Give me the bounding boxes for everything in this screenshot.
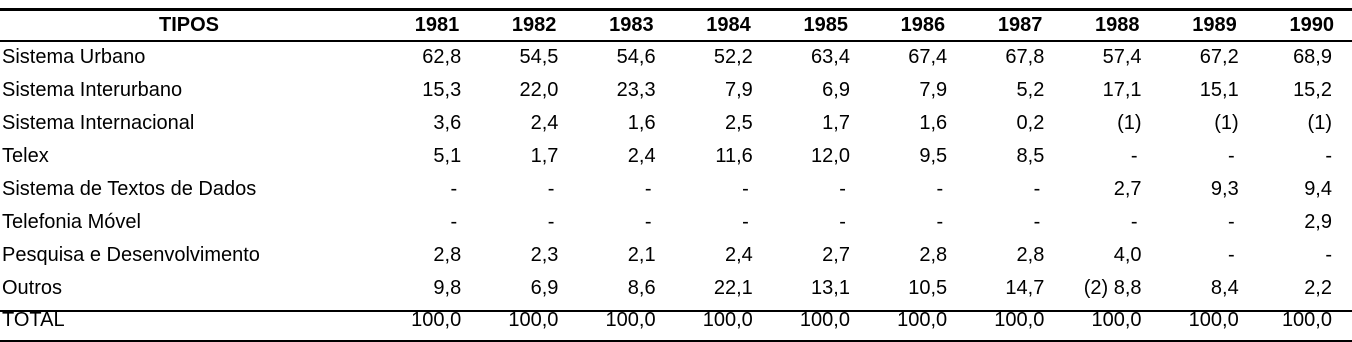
- table-cell: -: [1228, 244, 1235, 266]
- table-cell: 2,8: [1016, 244, 1045, 266]
- table-cell: 1,6: [627, 112, 656, 134]
- total-cell: 100,0: [411, 309, 462, 331]
- table-cell: 8,6: [627, 277, 656, 299]
- table-cell: 67,8: [1005, 45, 1045, 68]
- row-label: Outros: [2, 277, 63, 299]
- table-row: [0, 40, 1350, 74]
- table-cell: 4,0: [1113, 244, 1142, 266]
- table-cell: 7,9: [724, 79, 753, 101]
- table-cell: (1): [1214, 112, 1239, 134]
- row-label: Telefonia Móvel: [2, 211, 141, 233]
- table-cell: 12,0: [811, 145, 850, 167]
- table-row: [0, 272, 1350, 305]
- header-year: 1984: [706, 14, 751, 36]
- table-cell: 0,2: [1016, 112, 1045, 134]
- table-row: [0, 140, 1350, 173]
- table-cell: 2,4: [627, 145, 656, 167]
- table-cell: 54,5: [519, 45, 559, 68]
- table-cell: 54,6: [616, 45, 656, 68]
- header-year: 1981: [414, 14, 460, 36]
- table-cell: -: [742, 211, 749, 233]
- table-row: [0, 206, 1350, 239]
- total-cell: 100,0: [1188, 309, 1239, 331]
- total-cell: 100,0: [508, 309, 559, 331]
- table-cell: 2,2: [1304, 277, 1332, 299]
- row-label: Sistema Urbano: [2, 45, 146, 68]
- table-cell: 57,4: [1102, 45, 1142, 68]
- header-tipos: TIPOS: [159, 14, 220, 36]
- table-cell: 7,9: [919, 79, 948, 101]
- header-year: 1985: [803, 14, 848, 36]
- table-cell: -: [547, 178, 555, 200]
- row-label: Sistema Internacional: [2, 112, 195, 134]
- table-cell: (2) 8,8: [1083, 277, 1142, 299]
- table-cell: 9,8: [433, 277, 462, 299]
- table-cell: 15,3: [422, 79, 462, 101]
- table-cell: 22,1: [713, 277, 753, 299]
- total-label: TOTAL: [2, 309, 65, 331]
- table-cell: (1): [1117, 112, 1142, 134]
- table-cell: -: [1033, 178, 1041, 200]
- total-cell: 100,0: [1281, 309, 1332, 331]
- table-body: [0, 40, 1350, 305]
- total-cell: 100,0: [897, 309, 948, 331]
- table-row: [0, 107, 1350, 140]
- table-cell: 6,9: [530, 277, 559, 299]
- table-cell: 2,8: [433, 244, 462, 266]
- table-cell: 5,1: [433, 145, 462, 167]
- total-cell: 100,0: [799, 309, 850, 331]
- table-cell: 9,3: [1210, 178, 1239, 200]
- table-cell: (1): [1307, 112, 1332, 134]
- header-year: 1986: [900, 14, 946, 36]
- table-cell: -: [450, 178, 458, 200]
- header-year: 1989: [1192, 14, 1237, 36]
- table-cell: -: [936, 211, 944, 233]
- table-cell: 1,7: [530, 145, 559, 167]
- total-cell: 100,0: [605, 309, 656, 331]
- table-cell: -: [1033, 211, 1041, 233]
- telecom-table: [0, 11, 1350, 336]
- table-cell: 63,4: [811, 45, 850, 68]
- table-cell: 52,2: [713, 45, 753, 68]
- table-cell: -: [450, 211, 458, 233]
- table-cell: 2,3: [530, 244, 559, 266]
- total-cell: 100,0: [994, 309, 1045, 331]
- table-cell: -: [839, 211, 846, 233]
- table-cell: -: [644, 211, 652, 233]
- table-cell: 8,5: [1016, 145, 1045, 167]
- header-row: [0, 11, 1350, 40]
- table-cell: 22,0: [519, 79, 559, 101]
- table-cell: -: [1228, 145, 1235, 167]
- table-cell: 67,4: [908, 45, 948, 68]
- table-cell: -: [839, 178, 846, 200]
- row-label: Sistema Interurbano: [2, 79, 183, 101]
- table-cell: 2,1: [627, 244, 656, 266]
- table-cell: 2,8: [919, 244, 948, 266]
- table-cell: 62,8: [422, 45, 462, 68]
- table-cell: 15,1: [1199, 79, 1239, 101]
- table-cell: 10,5: [908, 277, 948, 299]
- total-cell: 100,0: [702, 309, 753, 331]
- table-cell: -: [742, 178, 749, 200]
- total-cell: 100,0: [1091, 309, 1142, 331]
- table-cell: 2,4: [724, 244, 753, 266]
- table-cell: 23,3: [616, 79, 656, 101]
- table-cell: -: [1325, 244, 1332, 266]
- table-cell: 17,1: [1102, 79, 1142, 101]
- table-cell: 14,7: [1005, 277, 1045, 299]
- table-cell: -: [1228, 211, 1235, 233]
- table-cell: 2,4: [530, 112, 559, 134]
- row-label: Pesquisa e Desenvolvimento: [2, 244, 260, 266]
- table-cell: 3,6: [433, 112, 462, 134]
- table-cell: 67,2: [1199, 45, 1239, 68]
- header-year: 1982: [511, 14, 557, 36]
- table-cell: 1,7: [822, 112, 850, 134]
- table-cell: -: [936, 178, 944, 200]
- table-cell: 13,1: [811, 277, 850, 299]
- table-cell: 1,6: [919, 112, 948, 134]
- table-cell: 15,2: [1293, 79, 1332, 101]
- table-cell: 2,7: [1113, 178, 1142, 200]
- header-year: 1983: [609, 14, 654, 36]
- table-cell: -: [547, 211, 555, 233]
- table-row: [0, 74, 1350, 107]
- row-label: Sistema de Textos de Dados: [2, 178, 257, 200]
- table-cell: 9,4: [1304, 178, 1332, 200]
- table-cell: 2,7: [822, 244, 850, 266]
- table-cell: 5,2: [1016, 79, 1045, 101]
- header-year: 1987: [997, 14, 1043, 36]
- table-row: [0, 239, 1350, 272]
- table-row: [0, 173, 1350, 206]
- header-year: 1990: [1289, 14, 1334, 36]
- table-cell: 9,5: [919, 145, 948, 167]
- table-cell: 68,9: [1293, 45, 1332, 68]
- table-cell: 11,6: [715, 145, 753, 167]
- table-cell: -: [644, 178, 652, 200]
- table-cell: 2,5: [724, 112, 753, 134]
- table-cell: -: [1130, 145, 1138, 167]
- table-cell: 6,9: [822, 79, 850, 101]
- table-cell: -: [1130, 211, 1138, 233]
- table-cell: -: [1325, 145, 1332, 167]
- row-label: Telex: [2, 145, 49, 167]
- header-year: 1988: [1095, 14, 1140, 36]
- table-cell: 2,9: [1304, 211, 1332, 233]
- total-row: [0, 305, 1350, 336]
- table-cell: 8,4: [1210, 277, 1239, 299]
